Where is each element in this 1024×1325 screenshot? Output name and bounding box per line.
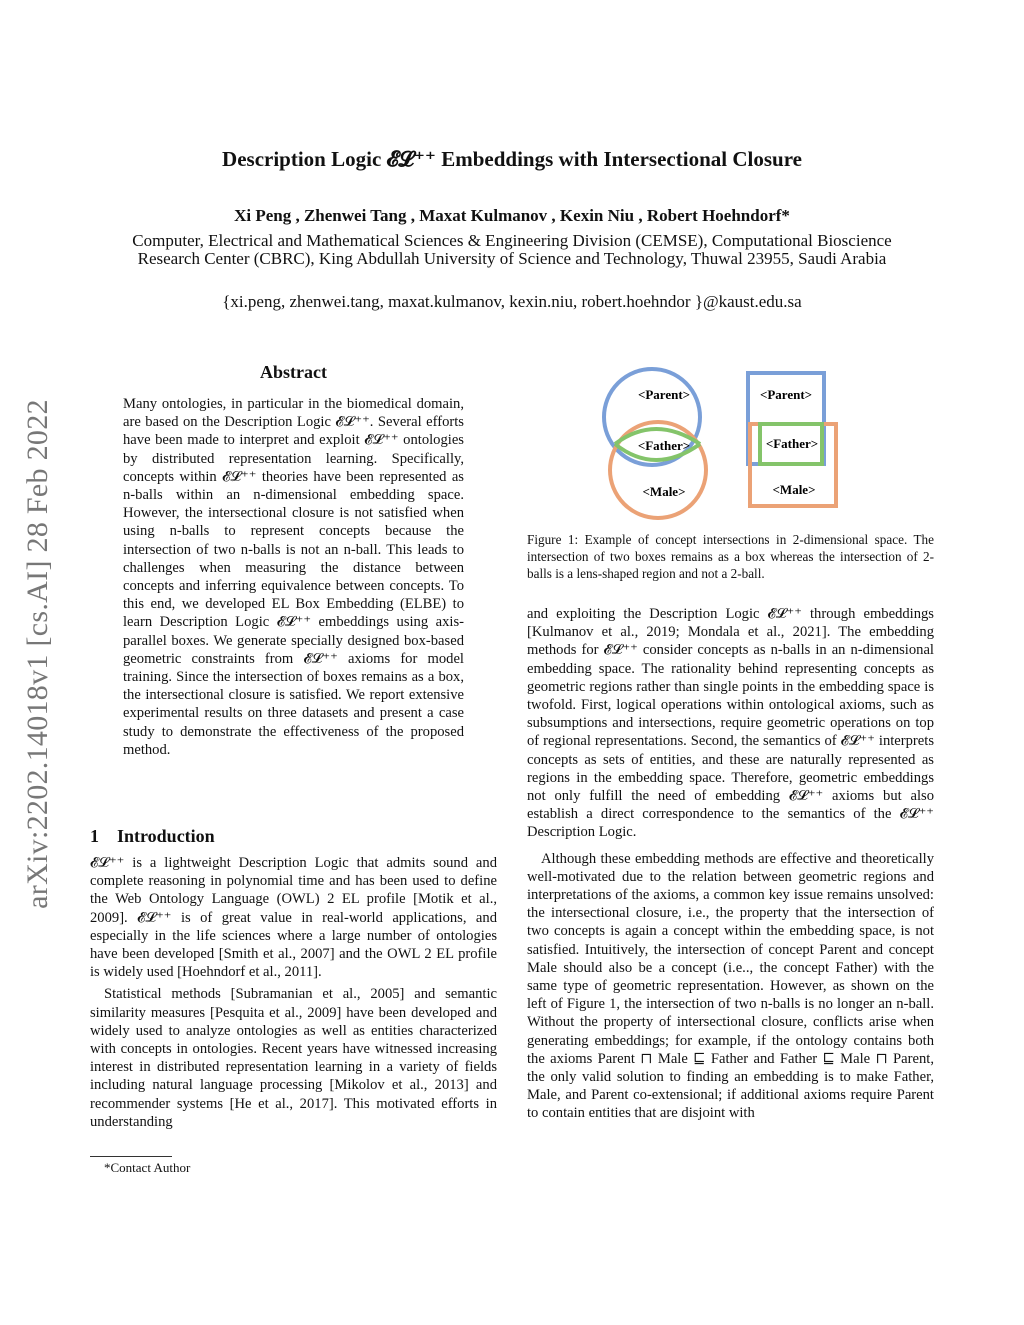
paper-title: Description Logic 𝓔𝓛⁺⁺ Embeddings with Intersectional Closure — [222, 147, 802, 171]
box-label-male: <Male> — [772, 482, 816, 497]
arxiv-stamp — [14, 364, 62, 944]
right-column-body — [527, 605, 934, 1123]
section-title: Introduction — [117, 826, 215, 846]
author-emails: {xi.peng, zhenwei.tang, maxat.kulmanov, kexin.niu, robert.hoehndor }@kaust.edu.sa — [222, 292, 802, 311]
section-heading-introduction — [90, 826, 215, 847]
ball-label-male: <Male> — [642, 484, 686, 499]
ball-label-father: <Father> — [637, 438, 691, 453]
paragraph: 𝓔𝓛⁺⁺ is a lightweight Description Logic that admits sound and complete reasoning in polynomial time and has been used to define the Web Ontology Language (OWL) 2 EL profile [Motik et al., 2009]. 𝓔𝓛⁺⁺ is of great value in real-world applications, and especially in the life sciences where a large number of ontologies have been developed [Smith et al., 2007] and the OWL 2 EL profile is widely used [Hoehndorf et al., 2011]. — [90, 855, 497, 981]
paragraph: Statistical methods [Subramanian et al., 2005] and semantic similarity measures [Pesquita et al., 2009] have been developed and widely used to analyze ontologies as well as entities characterized with concepts in ontologies. Recent years have witnessed increasing interest in distributed representation learning in a variety of fields including natural language processing [Mikolov et al., 2013] and recommender systems [He et al., 2017]. This motivated efforts in understanding — [90, 986, 497, 1130]
box-label-father: <Father> — [765, 436, 819, 451]
footnote: *Contact Author — [104, 1160, 191, 1175]
box-label-parent: <Parent> — [759, 387, 813, 402]
abstract-body: Many ontologies, in particular in the biomedical domain, are based on the Description Logic 𝓔𝓛⁺⁺. Several efforts have been made to interpret and exploit 𝓔𝓛⁺⁺ ontologies by distributed representation learning. Specifically, concepts within 𝓔𝓛⁺⁺ theories have been represented as n-balls within an n-dimensional embedding space. However, the intersectional closure is not satisfied when using n-balls to represent concepts because the intersection of two n-balls is not an n-ball. This leads to challenges when measuring the distance between concepts and inferring equivalence between concepts. To this end, we developed EL Box Embedding (ELBE) to learn Description Logic 𝓔𝓛⁺⁺ embeddings using axis-parallel boxes. We generate specially designed box-based geometric constraints from 𝓔𝓛⁺⁺ axioms for model training. Since the intersection of boxes remains as a box, the intersectional closure is satisfied. We report extensive experimental results on three datasets and present a case study to demonstrate the effectiveness of the proposed method. — [123, 396, 464, 758]
paragraph: and exploiting the Description Logic 𝓔𝓛⁺⁺ through embeddings [Kulmanov et al., 2019; Mondala et al., 2021]. The embedding methods for 𝓔𝓛⁺⁺ consider concepts as n-balls in an n-dimensional embedding space. The rationality behind representing concepts as geometric regions rather than single points in the embedding space is twofold. First, logical operations within ontological axioms, such as subsumptions and intersections, require geometric operations on top of regional representations. Second, the semantics of 𝓔𝓛⁺⁺ interprets concepts as sets of entities, and these are naturally represented as regions in the embedding space. Therefore, geometric embeddings not only fulfill the need of embedding 𝓔𝓛⁺⁺ axioms but also establish a direct correspondence to the semantics of the 𝓔𝓛⁺⁺ Description Logic. — [527, 606, 934, 841]
author-list: Xi Peng , Zhenwei Tang , Maxat Kulmanov , Kexin Niu , Robert Hoehndorf* — [234, 206, 790, 225]
ball-label-parent: <Parent> — [637, 387, 691, 402]
abstract-heading: Abstract — [260, 362, 327, 382]
affiliation: Computer, Electrical and Mathematical Sciences & Engineering Division (CEMSE), Computational Bioscience Research Center (CBRC), King Abdullah University of Science and Technology, Thuwal 23955, Saudi Arabia — [132, 231, 892, 268]
figure-caption: Figure 1: Example of concept intersections in 2-dimensional space. The intersection of two boxes remains as a box whereas the intersection of 2-balls is a lens-shaped region and not a 2-ball. — [527, 532, 934, 581]
introduction-body — [90, 854, 497, 1131]
arxiv-id: arXiv:2202.14018v1 [cs.AI] 28 Feb 2022 — [21, 399, 54, 909]
paragraph: Although these embedding methods are effective and theoretically well-motivated due to the relation between geometric regions and interpretations of the axioms, a common key issue remains unsolved: the intersectional closure, i.e., the property that the intersection of two concepts is again a concept within the embedding space, is not satisfied. Intuitively, the intersection of concept Parent and concept Male should also be a concept (i.e.., the concept Father) with the same type of geometric representation. However, as shown on the left of Figure 1, the intersection of two n-balls is no longer an n-ball. Without the property of intersectional closure, conflicts arise when generating embeddings; for example, if the ontology contains both the axioms Parent ⊓ Male ⊑ Father and Father ⊑ Male ⊓ Parent, the only valid solution to finding an embedding is to make Father, Male, and Parent co-extensional; if additional axioms require Parent to contain entities that are disjoint with — [527, 850, 934, 1122]
section-number: 1 — [90, 826, 99, 846]
figure-1 — [600, 364, 844, 524]
footnote-rule — [90, 1156, 172, 1157]
